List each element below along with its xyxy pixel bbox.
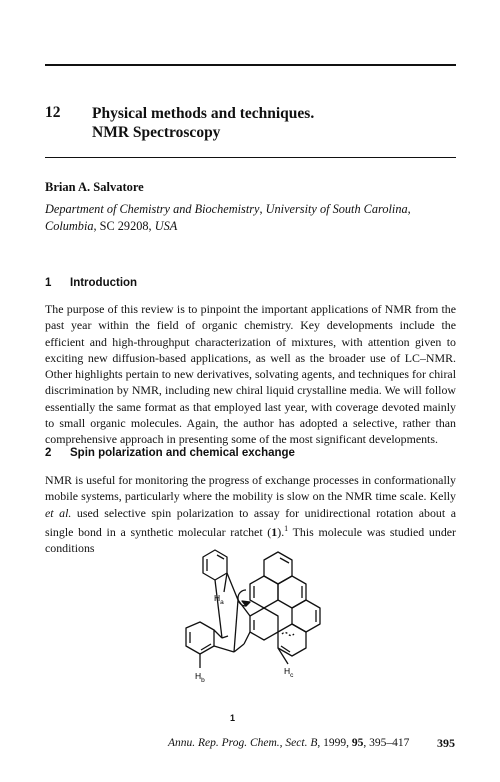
- journal-name: Annu. Rep. Prog. Chem., Sect. B: [168, 737, 318, 749]
- compound-number-label: 1: [230, 713, 236, 723]
- paragraph-text-italic: et al.: [45, 505, 72, 520]
- chapter-number: 12: [45, 104, 61, 121]
- section-title: Introduction: [70, 277, 138, 289]
- compound-ref: 1: [271, 524, 278, 539]
- journal-volume: 95: [351, 737, 364, 749]
- hydrogen-label-c: $H_c$: [284, 666, 294, 679]
- helicene-ring-5: [278, 624, 306, 656]
- affiliation-sep: ,: [93, 218, 100, 233]
- section-number: 2: [45, 447, 52, 459]
- section-heading-introduction: [45, 277, 137, 289]
- hydrogen-label-a: $H_a$: [214, 593, 224, 606]
- citation-ref: 1: [284, 523, 289, 533]
- helicene-ring-2: [264, 552, 292, 584]
- journal-pages: , 395–417: [363, 737, 410, 749]
- section-title: Spin polarization and chemical exchange: [70, 447, 295, 459]
- chapter-title-line1: Physical methods and techniques.: [92, 105, 315, 122]
- hydrogen-label-b: $H_b$: [195, 671, 205, 684]
- chapter-title: [92, 104, 314, 142]
- affiliation-sep: ,: [407, 202, 411, 216]
- paragraph-text: This molecule was studied under conditions: [45, 524, 457, 556]
- affiliation-sep: ,: [148, 218, 155, 233]
- affiliation-state: SC 29208: [99, 218, 149, 233]
- affiliation-univ: University of South Carolina: [265, 202, 408, 216]
- paragraph-text: NMR is useful for monitoring the progress of exchange processes in conformationally mobile systems, particularly where the mobility is slow on the NMR time scale. Kelly: [45, 473, 456, 504]
- author-name: Brian A. Salvatore: [45, 180, 144, 194]
- section-number: 1: [45, 277, 52, 289]
- title-rule: [45, 157, 456, 158]
- paragraph-text: ).: [277, 524, 285, 539]
- affiliation-city: Columbia: [45, 218, 94, 233]
- page-number: 395: [437, 736, 455, 750]
- journal-citation: [168, 737, 409, 749]
- affiliation-sep: ,: [259, 202, 266, 216]
- top-rule: [45, 64, 456, 66]
- affiliation-country: USA: [154, 218, 178, 233]
- section-heading-spin-polarization: [45, 447, 295, 459]
- paragraph-text: used selective spin polarization to assay for unidirectional rotation about a single bond in a synthetic molecular ratchet (: [45, 505, 456, 539]
- chapter-title-line2: NMR Spectroscopy: [92, 124, 221, 141]
- affiliation: [45, 201, 456, 234]
- journal-year: , 1999,: [317, 737, 352, 749]
- introduction-paragraph: The purpose of this review is to pinpoint the important applications of NMR from the past year within the field of organic chemistry. Key developments include the efficient and high-throughput characterization of mixtures, with attention given to exciting new diffusion-based applications, as well as the broader use of LC–NMR. Other highlights pertain to new derivatives, solvating agents, and techniques for chiral discrimination by NMR, including new chiral liquid crystalline media. We will follow essentially the same format as that employed last year, with coverage devoted mainly to small organic molecules. Again, the author has adopted a selective, rather than comprehensive approach in presenting some of the most significant developments.: [45, 302, 456, 447]
- molecular-ratchet-structure: [170, 540, 330, 710]
- affiliation-dept: Department of Chemistry and Biochemistry: [45, 202, 260, 216]
